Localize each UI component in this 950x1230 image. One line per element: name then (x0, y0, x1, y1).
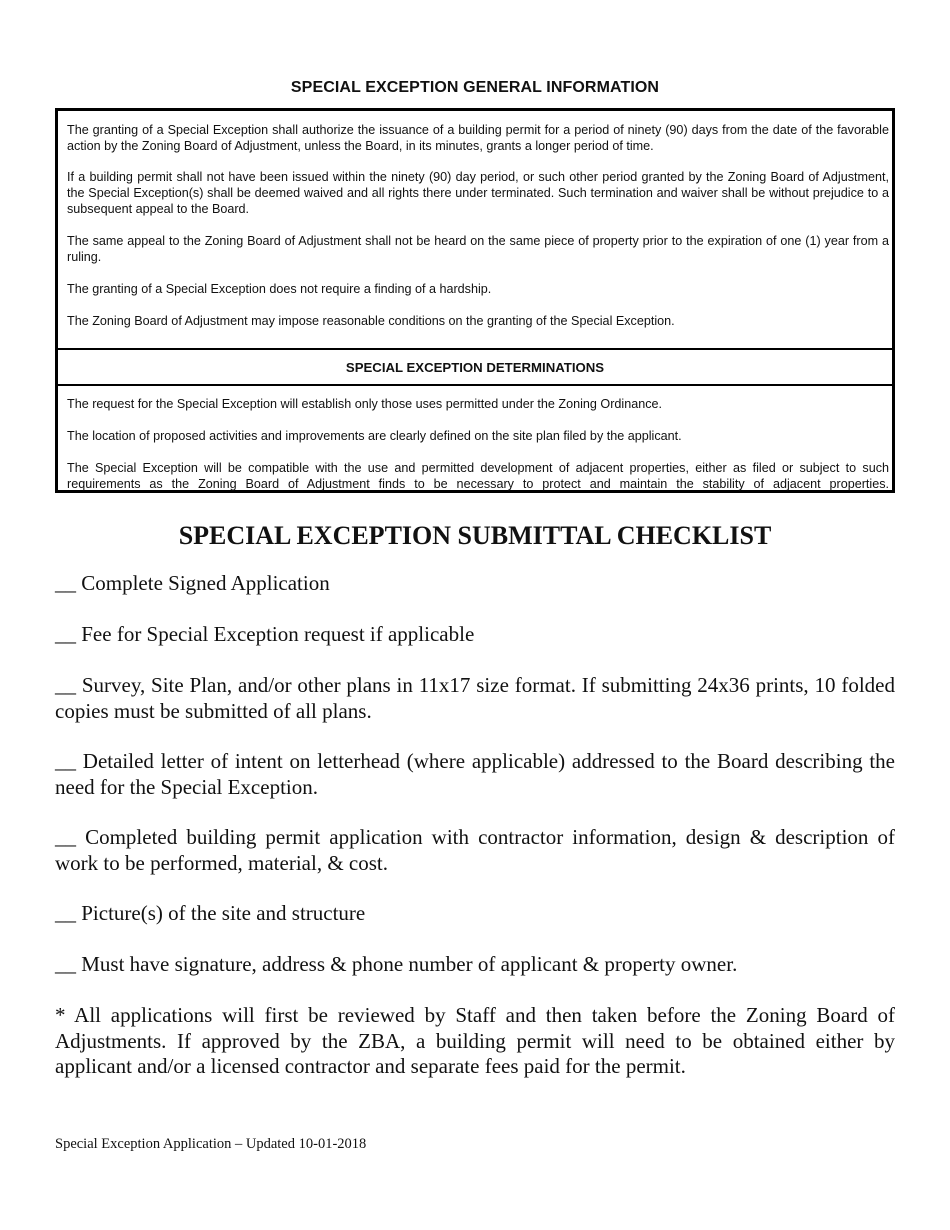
general-info-paragraph-4: The granting of a Special Exception does not require a finding of a hardship. (67, 282, 492, 296)
checklist-item-signature: __ Must have signature, address & phone number of applicant & property owner. (55, 952, 738, 976)
general-info-paragraph-2: If a building permit shall not have been issued within the ninety (90) day period, or such other period granted by the Zoning Board of Adjustment, the Special Exception(s) shall be deemed waived and all rights there under terminated. Such termination and waiver shall be without prejudice to a subsequent appeal to the Board. (67, 170, 889, 216)
determination-paragraph-3: The Special Exception will be compatible with the use and permitted development of adjacent properties, either as filed or subject to such requirements as the Zoning Board of Adjustment finds to be necessary to protect and maintain the stability of adjacent properties. (67, 461, 889, 491)
determination-paragraph-2: The location of proposed activities and improvements are clearly defined on the site plan filed by the applicant. (67, 429, 682, 443)
footer-text: Special Exception Application – Updated 10-01-2018 (55, 1136, 367, 1152)
checklist-item-pictures: __ Picture(s) of the site and structure (55, 901, 366, 925)
general-info-paragraph-5: The Zoning Board of Adjustment may impose reasonable conditions on the granting of the Special Exception. (67, 314, 675, 328)
general-info-paragraph-1: The granting of a Special Exception shall authorize the issuance of a building permit for a period of ninety (90) days from the date of the favorable action by the Zoning Board of Adjustment, unless the Board, in its minutes, grants a longer period of time. (67, 123, 889, 153)
general-info-title: SPECIAL EXCEPTION GENERAL INFORMATION (290, 79, 660, 96)
checklist-item-fee: __ Fee for Special Exception request if applicable (55, 622, 475, 646)
checklist-note: * All applications will first be reviewed by Staff and then taken before the Zoning Board of Adjustments. If approved by the ZBA, a building permit will need to be obtained either by applicant and/or a licensed contractor and separate fees paid for the permit. (55, 1003, 895, 1078)
checklist-item-survey-plans: __ Survey, Site Plan, and/or other plans in 11x17 size format. If submitting 24x36 prints, 10 folded copies must be submitted of all plans. (55, 673, 895, 723)
general-info-paragraph-3: The same appeal to the Zoning Board of Adjustment shall not be heard on the same piece of property prior to the expiration of one (1) year from a ruling. (67, 234, 889, 264)
checklist-item-signed-application: __ Complete Signed Application (55, 571, 330, 595)
checklist-item-building-permit: __ Completed building permit application with contractor information, design & description of work to be performed, material, & cost. (55, 825, 895, 875)
checklist-item-letter-of-intent: __ Detailed letter of intent on letterhead (where applicable) addressed to the Board describing the need for the Special Exception. (55, 749, 895, 799)
checklist-title: SPECIAL EXCEPTION SUBMITTAL CHECKLIST (178, 521, 772, 550)
information-box (55, 108, 895, 493)
determination-paragraph-1: The request for the Special Exception will establish only those uses permitted under the Zoning Ordinance. (67, 397, 663, 411)
determinations-title: SPECIAL EXCEPTION DETERMINATIONS (58, 348, 892, 386)
